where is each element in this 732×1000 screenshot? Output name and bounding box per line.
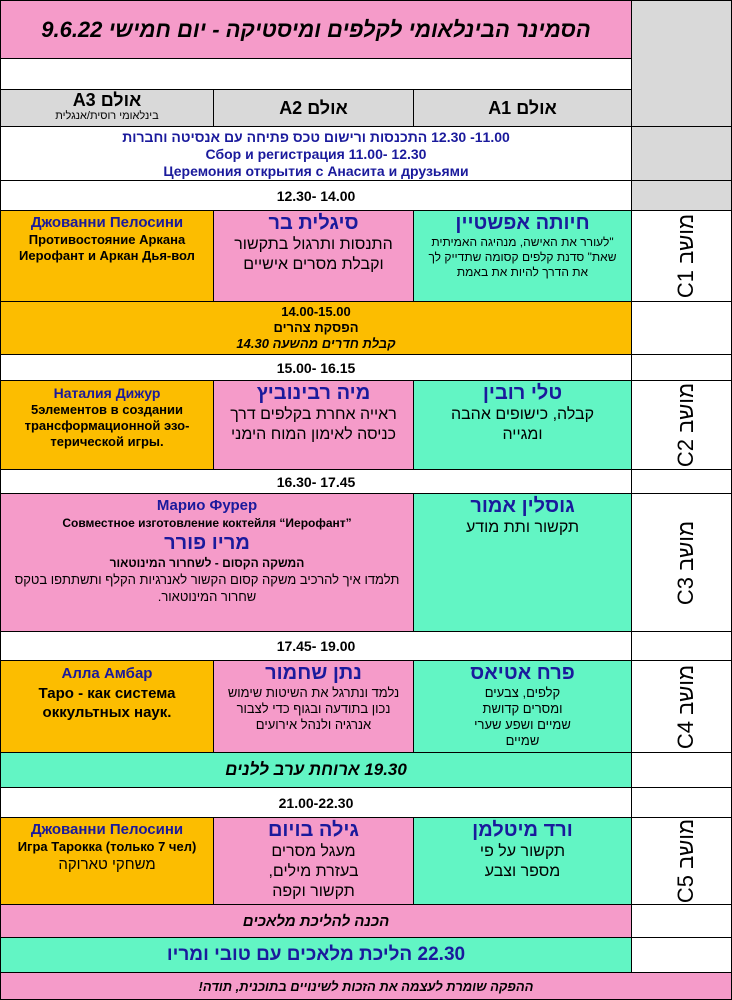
- c3-a1-cell: [413, 493, 632, 632]
- c3-a23-cell: [0, 493, 414, 632]
- c1-a3-description: Противостояние Аркана Иерофант и Аркан Дья-вол: [19, 232, 195, 263]
- session-label-c2: מושב C2: [673, 382, 699, 468]
- c2-a2-cell: [213, 380, 414, 470]
- registration-block: [0, 126, 632, 181]
- c3-subtitle-hebrew: המשקה הקסום - לשחרור המינוטאור: [109, 556, 305, 570]
- c3-a1-presenter: גוסלין אמור: [470, 495, 575, 517]
- time-slot-2: 15.00- 16.15: [0, 354, 632, 381]
- c1-a3-presenter: Джованни Пелосини: [30, 214, 184, 231]
- right-column-angels-walk: [631, 937, 732, 973]
- c5-a2-description: מעגל מסרים בעזרת מילים, תקשור וקפה: [268, 843, 359, 900]
- session-label-c5: מושב C5: [673, 818, 699, 904]
- c4-a3-cell: [0, 660, 214, 753]
- c4-a3-description: Таро - как система оккультных наук.: [38, 685, 176, 721]
- c4-a2-presenter: נתן שחמור: [265, 662, 362, 684]
- lunch-time: 14.00-15.00: [281, 304, 351, 319]
- hall-a3-header: אולם A3 בינלאומי רוסית/אנגלית: [0, 89, 214, 127]
- c2-a3-presenter: Наталия Дижур: [53, 385, 161, 401]
- c3-a1-description: תקשור ותת מודע: [465, 519, 580, 536]
- right-column-slot5: [631, 787, 732, 818]
- c5-session-cell: [631, 817, 732, 905]
- c1-a2-description: התנסות ותרגול בתקשור וקבלת מסרים אישיים: [234, 236, 393, 273]
- lunch-break: [0, 301, 632, 355]
- angels-walk-row: 22.30 הליכת מלאכים עם טובי ומריו: [0, 937, 632, 973]
- c2-a1-description: קבלה, כישופים אהבה ומגייה: [450, 406, 595, 443]
- c2-a1-presenter: טלי רובין: [482, 382, 563, 404]
- c5-a3-cell: [0, 817, 214, 905]
- session-label-c4: מושב C4: [673, 664, 699, 750]
- c2-a2-presenter: מיה רבינוביץ: [256, 382, 371, 404]
- c1-a2-cell: [213, 210, 414, 302]
- c4-a2-description: נלמד ונתרגל את השיטות שימוש נכון בתודעה ובגוף כדי לצבור אנרגיה ולנהל אירועים: [227, 685, 400, 732]
- c5-a3-presenter: Джованни Пелосини: [30, 821, 184, 838]
- c2-a3-description: 5элементов в создании трансформационной эзо-терической игры.: [24, 402, 190, 449]
- c2-a1-cell: [413, 380, 632, 470]
- c1-a2-presenter: סיגלית בר: [268, 212, 359, 234]
- right-column-slot2: [631, 354, 732, 381]
- c3-title-russian: Совместное изготовление коктейля “Иерофант”: [62, 516, 352, 530]
- c4-a2-cell: [213, 660, 414, 753]
- c3-description-hebrew: תלמדו איך להרכיב משקה קסום הקשור לאנרגיות הקלף ותשתתפו בטקס שחרור המינוטאור.: [14, 572, 400, 604]
- c1-a1-description: "לעורר את האישה, מנהיגה האמיתית שאת" סדנת קלפים קסומה שתדייק לך את הדרך להיות את באמת: [428, 235, 617, 279]
- c5-a1-cell: [413, 817, 632, 905]
- right-column-slot1: [631, 180, 732, 211]
- right-column-dinner: [631, 752, 732, 788]
- c5-a2-cell: [213, 817, 414, 905]
- time-slot-3: 16.30- 17.45: [0, 469, 632, 494]
- c5-a2-presenter: גילה בויום: [267, 819, 360, 841]
- c3-presenter-hebrew: מריו פורר: [164, 532, 250, 554]
- c4-a1-description: קלפים, צבעים ומסרים קדושת שמיים ושפע שערי שמיים: [474, 685, 571, 748]
- c2-a3-cell: [0, 380, 214, 470]
- hall-a1-header: אולם A1: [413, 89, 632, 127]
- c4-a3-presenter: Алла Амбар: [61, 665, 153, 682]
- time-slot-5: 21.00-22.30: [0, 787, 632, 818]
- c4-session-cell: [631, 660, 732, 753]
- c2-session-cell: [631, 380, 732, 470]
- registration-hebrew: 11.00- 12.30 התכנסות ורישום טכס פתיחה עם אנסיטה וחברות: [122, 129, 510, 145]
- c5-a3-description-hebrew: משחקי טארוקה: [58, 856, 156, 873]
- hall-a2-header: אולם A2: [213, 89, 414, 127]
- c4-a1-presenter: פרח אטיאס: [470, 662, 575, 684]
- angels-prep-row: הכנה להליכת מלאכים: [0, 904, 632, 938]
- right-column-reg: [631, 126, 732, 181]
- dinner-row: 19.30 ארוחת ערב ללנים: [0, 752, 632, 788]
- page-title: הסמינר הבינלאומי לקלפים ומיסטיקה - יום חמישי 9.6.22: [0, 0, 632, 59]
- c1-session-cell: [631, 210, 732, 302]
- c5-a1-description: תקשור על פי מספר וצבע: [479, 843, 566, 880]
- right-column-angels-prep: [631, 904, 732, 938]
- time-slot-4: 17.45- 19.00: [0, 631, 632, 661]
- right-column-slot3: [631, 469, 732, 494]
- time-slot-1: 12.30- 14.00: [0, 180, 632, 211]
- header-spacer: [0, 58, 632, 90]
- lunch-title: הפסקת צהרים: [273, 320, 359, 335]
- registration-russian-2: Церемония открытия с Анасита и друзьями: [163, 163, 469, 179]
- session-label-c1: מושב C1: [673, 213, 699, 299]
- footer-note: ההפקה שומרת לעצמה את הזכות לשינויים בתוכנית, תודה!: [0, 972, 732, 1000]
- c1-a1-cell: [413, 210, 632, 302]
- c5-a3-description-russian: Игра Тарокка (только 7 чел): [17, 839, 197, 854]
- c5-a1-presenter: ורד מיטלמן: [472, 819, 573, 841]
- lunch-note: קבלת חדרים מהשעה 14.30: [236, 336, 396, 351]
- right-column-slot4: [631, 631, 732, 661]
- c1-a1-presenter: חיותה אפשטיין: [455, 212, 590, 234]
- session-label-c3: מושב C3: [673, 520, 699, 606]
- registration-russian-1: Сбор и регистрация 11.00- 12.30: [205, 146, 427, 162]
- c3-session-cell: [631, 493, 732, 632]
- c1-a3-cell: [0, 210, 214, 302]
- c4-a1-cell: [413, 660, 632, 753]
- right-column-lunch: [631, 301, 732, 355]
- c3-presenter-russian: Марио Фурер: [156, 497, 258, 514]
- c2-a2-description: ראייה אחרת בקלפים דרך כניסה לאימון המוח הימני: [230, 406, 397, 443]
